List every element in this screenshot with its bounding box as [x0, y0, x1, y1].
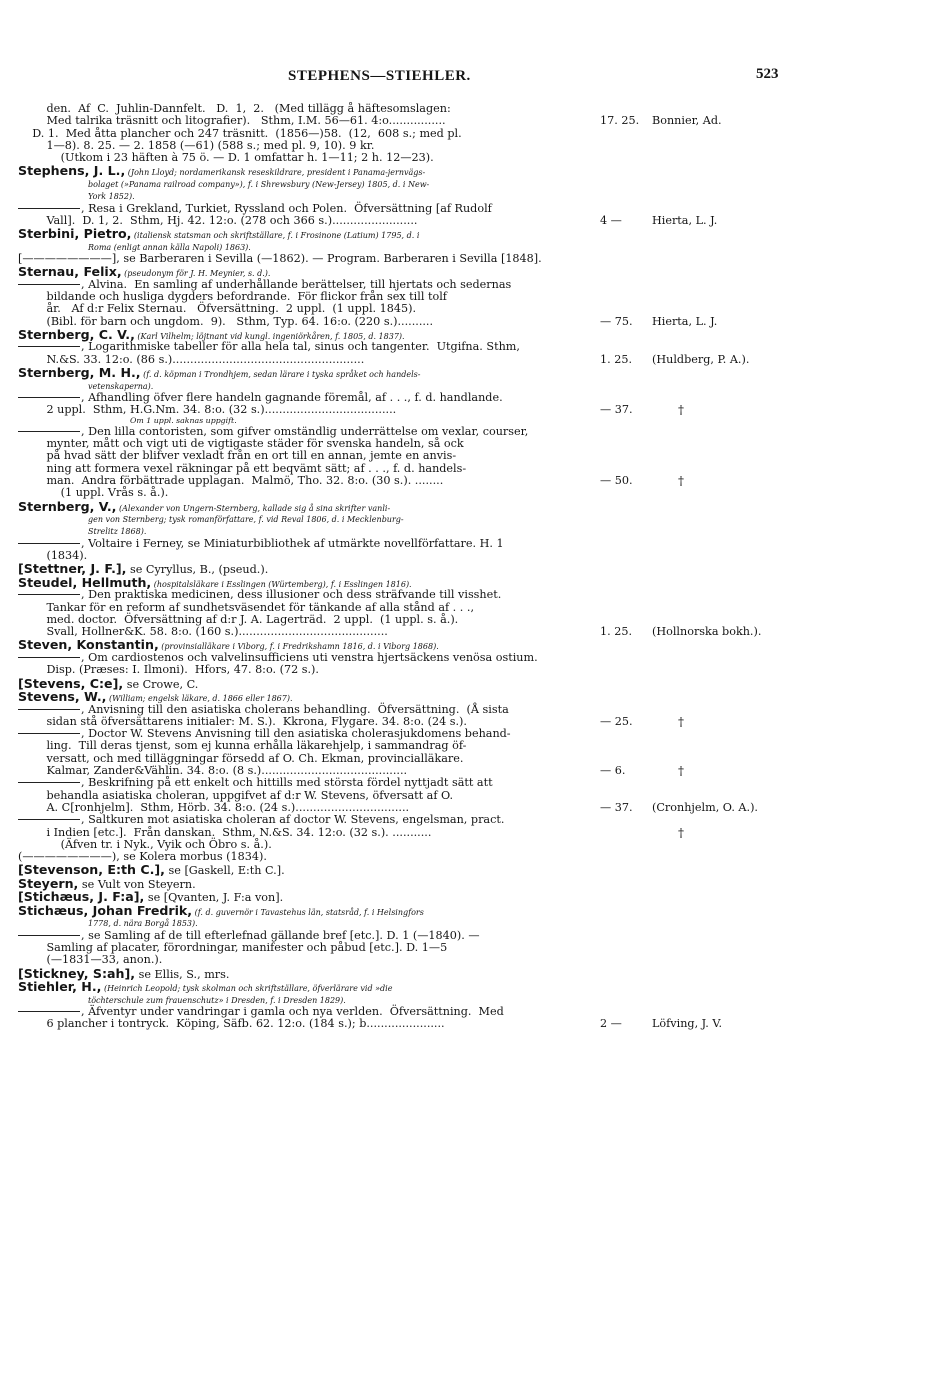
author-heading-line — [18, 967, 610, 981]
entry-text: , Alvina. En samling af underhållande berättelser, till hjertats och sedernas — [81, 277, 512, 291]
author-name: Steyern, — [18, 875, 79, 891]
repeat-dash — [18, 733, 80, 734]
price: 2 — — [600, 1017, 622, 1031]
publisher: (Cronhjelm, O. A.). — [652, 801, 758, 815]
price: 4 — — [600, 213, 622, 227]
author-heading-line — [18, 877, 610, 891]
author-heading-line — [18, 690, 610, 704]
entry-text: ning att formera vexel räkningar på ett beqvämt sätt; af . . ., f. d. handels- — [18, 461, 467, 475]
author-description: (William; engelsk läkare, d. 1866 eller 1867). — [106, 694, 293, 704]
author-name: Steudel, Hellmuth, — [18, 574, 152, 590]
author-name: Sternberg, V., — [18, 498, 117, 514]
entry-text: man. Andra förbättrade upplagan. Malmö, Tho. 32. 8:o. (30 s.). ........ — [18, 474, 444, 488]
author-description: (Heinrich Leopold; tysk skolman och skriftställare, öfverlärare vid »die — [101, 984, 393, 994]
author-heading-line — [18, 980, 610, 994]
price: — 25. — [600, 715, 633, 728]
author-heading-line — [18, 164, 610, 178]
author-description: (provinsialläkare i Viborg, f. i Fredrikshamn 1816, d. i Viborg 1868). — [158, 642, 439, 652]
author-description: bolaget (»Panama railroad company»), f. i Shrewsbury (New-Jersey) 1805, d. i New- — [88, 179, 430, 189]
author-description: (italiensk statsman och skriftställare, f. i Frosinone (Latium) 1795, d. i — [131, 231, 420, 241]
entry-text: Vall]. D. 1, 2. Sthm, Hj. 42. 12:o. (278 och 366 s.)........................ — [18, 213, 418, 227]
author-name: [Stichæus, J. F:a], — [18, 889, 145, 905]
author-name: Steven, Konstantin, — [18, 637, 159, 653]
author-name: Stephens, J. L., — [18, 163, 126, 179]
publisher: (Huldberg, P. A.). — [652, 352, 750, 366]
entry-text: 2 uppl. Sthm, H.G.Nm. 34. 8:o. (32 s.)..................................... — [18, 403, 397, 417]
author-heading-line — [18, 328, 610, 342]
entry-text: Svall, Hollner&K. 58. 8:o. (160 s.).......................................... — [18, 625, 388, 639]
author-description-line — [18, 178, 610, 190]
author-heading-line — [18, 227, 610, 241]
author-description: gen von Sternberg; tysk romanförfattare, f. vid Reval 1806, d. i Mecklenburg- — [88, 515, 404, 525]
author-heading-line — [18, 366, 610, 380]
entry-text: (1 uppl. Vrås s. å.). — [18, 486, 169, 500]
author-heading-line — [18, 576, 610, 590]
author-description: 1778, d. nära Borgå 1853). — [88, 919, 198, 929]
repeat-dash — [18, 709, 80, 710]
entry-text: ling. Till deras tjenst, som ej kunna erhålla läkarehjelp, i sammandrag öf- — [18, 739, 467, 753]
entry-text: i Indien [etc.]. Från danskan. Sthm, N.&S. 34. 12:o. (32 s.). ........... — [18, 825, 432, 839]
entry-text: N.&S. 33. 12:o. (86 s.)...................................................... — [18, 352, 365, 366]
price: 1. 25. — [600, 625, 633, 639]
author-description: (hospitalsläkare i Esslingen (Würtemberg), f. i Esslingen 1816). — [151, 579, 412, 589]
author-description: (John Lloyd; nordamerikansk reseskildrare, president i Panama-jernvägs- — [125, 168, 426, 178]
dagger-mark: † — [678, 403, 684, 418]
author-description: Strelitz 1868). — [88, 527, 147, 537]
entry-text: Disp. (Præses: I. Ilmoni). Hfors, 47. 8:o. (72 s.). — [18, 663, 319, 677]
entry-text: bildande och husliga dygders befordrande. För flickor från sex till tolf — [18, 290, 447, 304]
author-description: York 1852). — [88, 192, 135, 202]
entry-text: på hvad sätt der blifver vexladt från en ort till en annan, jemte en anvis- — [18, 449, 457, 463]
dagger-mark: † — [678, 715, 684, 729]
cross-reference: se Ellis, S., mrs. — [135, 967, 230, 981]
author-name: Sternberg, M. H., — [18, 365, 141, 381]
entry-text: [————————], se Barberaren i Sevilla (—1862). — Program. Barberaren i Sevilla [1848]. — [18, 251, 542, 265]
author-heading-line — [18, 562, 610, 576]
price: — 6. — [600, 764, 626, 778]
repeat-dash — [18, 431, 80, 432]
entry-text: versatt, och med tilläggningar försedd af O. Ch. Ekman, provincialläkare. — [18, 751, 464, 765]
price: — 50. — [600, 474, 633, 488]
author-name: Sterbini, Pietro, — [18, 226, 132, 242]
entry-line — [18, 404, 610, 416]
entry-text: (Äfven tr. i Nyk., Vyik och Öbro s. å.). — [18, 837, 272, 851]
author-heading-line — [18, 265, 610, 279]
cross-reference: se Vult von Steyern. — [78, 877, 196, 891]
author-description: (f. d. guvernör i Tavastehus län, statsråd, f. i Helsingfors — [192, 907, 424, 917]
repeat-dash — [18, 819, 80, 820]
publisher: Hierta, L. J. — [652, 314, 718, 328]
author-heading-line — [18, 677, 610, 691]
entry-text: behandla asiatiska choleran, uppgifvet af d:r W. Stevens, öfversatt af O. — [18, 788, 454, 802]
entry-text: , Logarithmiske tabeller för alla hela tal, sinus och tangenter. Utgifna. Sthm, — [81, 340, 520, 354]
entry-text: , Doctor W. Stevens Anvisning till den asiatiska cholerasjukdomens behand- — [81, 727, 511, 741]
repeat-dash — [18, 397, 80, 398]
author-name: Stichæus, Johan Fredrik, — [18, 902, 193, 918]
author-name: Sternberg, C. V., — [18, 326, 135, 342]
entry-text: Med talrika träsnitt och litografier). Sthm, I.M. 56—61. 4:o................ — [18, 114, 446, 128]
author-heading-line — [18, 638, 610, 652]
publisher: Bonnier, Ad. — [652, 114, 722, 128]
entry-text: (Utkom i 23 häften à 75 ö. — D. 1 omfattar h. 1—11; 2 h. 12—23). — [18, 151, 434, 165]
price: — 75. — [600, 314, 633, 328]
entry-text: (—1831—33, anon.). — [18, 953, 163, 967]
author-name: Stevens, W., — [18, 689, 107, 705]
author-description: Roma (enligt annan källa Napoli) 1863). — [88, 242, 251, 252]
price: 1. 25. — [600, 352, 633, 366]
author-name: [Stettner, J. F.], — [18, 561, 127, 577]
repeat-dash — [18, 346, 80, 347]
repeat-dash — [18, 594, 80, 595]
entry-text: D. 1. Med åtta plancher och 247 träsnitt. (1856—)58. (12, 608 s.; med pl. — [18, 126, 462, 140]
entry-text: den. Af C. Juhlin-Dannfelt. D. 1, 2. (Med tillägg å häftesomslagen: — [18, 102, 451, 115]
entry-text: sidan stå öfversättarens initialer: M. S.). Kkrona, Flygare. 34. 8:o. (24 s.). — [18, 714, 467, 728]
author-heading-line — [18, 890, 610, 904]
entry-text: , se Samling af de till efterlefnad gällande bref [etc.]. D. 1 (—1840). — — [81, 928, 480, 942]
entry-text: Tankar för en reform af sundhetsväsendet för tänkande af alla stånd af . . ., — [18, 600, 475, 614]
entry-text: , Äfventyr under vandringar i gamla och nya verlden. Öfversättning. Med — [81, 1004, 504, 1018]
entry-text: mynter, mått och vigt uti de vigtigaste städer för svenska handeln, så ock — [18, 437, 464, 451]
dagger-mark: † — [678, 474, 684, 489]
author-description: (f. d. köpman i Trondhjem, sedan lärare i tyska språket och handels- — [140, 370, 421, 380]
entry-text: , Den praktiska medicinen, dess illusioner och dess sträfvande till visshet. — [81, 588, 502, 602]
entry-text: (1834). — [18, 549, 88, 562]
author-name: [Stevens, C:e], — [18, 675, 124, 691]
author-description: töchterschule zum frauenschutz» i Dresden, f. i Dresden 1829). — [88, 995, 346, 1005]
author-heading-line — [18, 904, 610, 918]
author-name: Stiehler, H., — [18, 979, 102, 995]
repeat-dash — [18, 1011, 80, 1012]
entry-text: , Anvisning till den asiatiska cholerans behandling. Öfversättning. (Å sista — [81, 702, 509, 716]
entry-text: (————————), se Kolera morbus (1834). — [18, 850, 267, 864]
entry-text: (Bibl. för barn och ungdom. 9). Sthm, Typ. 64. 16:o. (220 s.).......... — [18, 314, 434, 328]
cross-reference: se [Gaskell, E:th C.]. — [164, 864, 285, 878]
price: — 37. — [600, 801, 633, 815]
author-description: vetenskaperna). — [88, 381, 154, 391]
entry-text: , Den lilla contoristen, som gifver omständlig underrättelse om vexlar, courser, — [81, 424, 529, 438]
entry-text: , Saltkuren mot asiatiska choleran af doctor W. Stevens, engelsman, pract. — [81, 813, 505, 827]
entry-text: 1—8). 8. 25. — 2. 1858 (—61) (588 s.; med pl. 9, 10). 9 kr. — [18, 138, 375, 152]
entry-text: , Resa i Grekland, Turkiet, Ryssland och Polen. Öfversättning [af Rudolf — [81, 201, 492, 215]
publisher: (Hollnorska bokh.). — [652, 625, 762, 639]
page-number: 523 — [756, 66, 779, 82]
entry-text: Samling af placater, förordningar, manifester och påbud [etc.]. D. 1—5 — [18, 941, 448, 955]
entry-text: , Beskrifning på ett enkelt och hittills med största fördel nyttjadt sätt att — [81, 776, 493, 790]
entry-text: , Voltaire i Ferney, se Miniaturbibliothek af utmärkte novellförfattare. H. 1 — [81, 536, 504, 550]
repeat-dash — [18, 935, 80, 936]
publisher: Löfving, J. V. — [652, 1017, 723, 1031]
author-description-line — [18, 513, 610, 525]
footnote-text: Om 1 uppl. saknas uppgift. — [130, 416, 237, 426]
repeat-dash — [18, 284, 80, 285]
author-name: [Stickney, S:ah], — [18, 965, 136, 981]
dagger-mark: † — [678, 764, 684, 779]
entry-text: A. C[ronhjelm]. Sthm, Hörb. 34. 8:o. (24 s.)................................ — [18, 800, 410, 814]
cross-reference: se [Qvanten, J. F:a von]. — [144, 891, 284, 905]
price: — 37. — [600, 403, 633, 417]
entry-text: år. Af d:r Felix Sternau. Öfversättning. 2 uppl. (1 uppl. 1845). — [18, 302, 417, 316]
entry-text: 6 plancher i tontryck. Köping, Säfb. 62. 12:o. (184 s.); b...................... — [18, 1017, 445, 1031]
entry-text: , Om cardiostenos och valvelinsufficiens uti venstra hjertsäckens venösa ostium. — [81, 650, 538, 664]
repeat-dash — [18, 657, 80, 658]
running-title: STEPHENS—STIEHLER. — [288, 68, 471, 84]
repeat-dash — [18, 543, 80, 544]
author-heading-line — [18, 863, 610, 877]
entry-text: Kalmar, Zander&Vählin. 34. 8:o. (8 s.)......................................... — [18, 764, 408, 778]
entry-line — [18, 1018, 610, 1030]
entry-text: , Afhandling öfver flere handeln gagnande föremål, af . . ., f. d. handlande. — [81, 390, 503, 404]
author-name: Sternau, Felix, — [18, 264, 122, 280]
cross-reference: se Crowe, C. — [123, 677, 199, 691]
author-name: [Stevenson, E:th C.], — [18, 862, 165, 878]
price: 17. 25. — [600, 114, 640, 128]
repeat-dash — [18, 208, 80, 209]
entry-text: med. doctor. Öfversättning af d:r J. A. Lagerträd. 2 uppl. (1 uppl. s. å.). — [18, 612, 459, 626]
publisher: Hierta, L. J. — [652, 213, 718, 227]
author-description: (Karl Vilhelm; löjtnant vid kungl. ingeniörkåren, f. 1805, d. 1837). — [134, 331, 405, 341]
entry-line — [18, 538, 610, 550]
cross-reference: se Cyryllus, B., (pseud.). — [126, 563, 269, 577]
author-heading-line — [18, 500, 610, 514]
author-description: (pseudonym för J. H. Meynier, s. d.). — [121, 269, 271, 279]
author-description: (Alexander von Ungern-Sternberg, kallade sig å sina skrifter vanli- — [116, 503, 391, 513]
repeat-dash — [18, 782, 80, 783]
page-header — [0, 68, 928, 90]
catalog-entries — [18, 103, 610, 1031]
dagger-mark: † — [678, 825, 684, 840]
